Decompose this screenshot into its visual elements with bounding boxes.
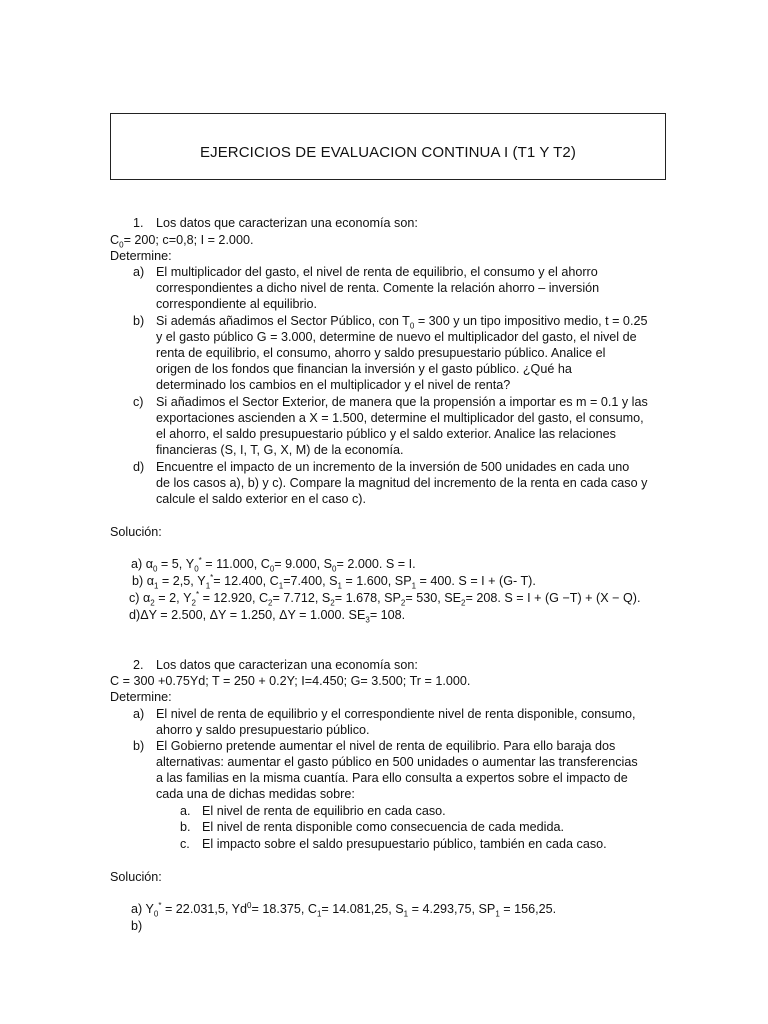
ex1-a-line: correspondiente al equilibrio. [156,297,318,311]
ex2-intro: Los datos que caracterizan una economía son: [156,658,418,672]
ex1-c-line: financieras (S, I, T, G, X, M) de la economía. [156,443,404,457]
solucion1-a: a) $\alpha_0 = 5$, $Y_0^* = 11.000$, $C_0= 9.000$, $S_0= 2.000$. S = I. [131,555,416,574]
title-box [110,113,666,180]
ex1-a-label: a) [133,265,145,279]
ex1-d-line: Encuentre el impacto de un incremento de la inversión de 500 unidades en cada uno [156,460,630,474]
ex1-b-label: b) [133,314,145,328]
ex1-d-line: calcule el saldo exterior en el caso c). [156,492,366,506]
ex2-sub-text: El impacto sobre el saldo presupuestario público, también en cada caso. [202,837,607,851]
solucion2-heading: Solución: [110,870,162,884]
solucion1-heading: Solución: [110,525,162,539]
solucion1-d: d)ΔY = 2.500, ΔY = 1.250, ΔY = 1.000. $SE_3= 108$. [129,608,406,625]
ex2-data: C = 300 +0.75Yd; T = 250 + 0.2Y; I=4.450; G= 3.500; Tr = 1.000. [110,674,471,688]
ex1-c-line: el ahorro, el saldo presupuestario público y el saldo exterior. Analice las relaciones [156,427,616,441]
ex1-data: $C_0= 200$; c=0,8; I = 2.000. [110,233,254,250]
ex2-determine: Determine: [110,690,172,704]
ex2-b-line: El Gobierno pretende aumentar el nivel de renta de equilibrio. Para ello baraja dos [156,739,616,753]
ex1-c-line: exportaciones ascienden a X = 1.500, determine el multiplicador del gasto, el consumo, [156,411,644,425]
ex1-determine: Determine: [110,249,172,263]
solucion2-a: a) $Y_0^* = 22.031,5$, $Yd^0= 18.375$, $C_1= 14.081,25$, $S_1 = 4.293,75$, $SP_1 = 156,25$. [131,900,557,919]
ex2-b-line: alternativas: aumentar el gasto público en 500 unidades o aumentar las transferencias [156,755,638,769]
ex2-a-line: El nivel de renta de equilibrio y el correspondiente nivel de renta disponible, consumo, [156,707,636,721]
solucion2-b: b) [131,919,143,933]
ex1-a-line: correspondientes a dicho nivel de renta. Comente la relación ahorro – inversión [156,281,600,295]
ex1-d-line: de los casos a), b) y c). Compare la magnitud del incremento de la renta en cada caso y [156,476,648,490]
ex1-c-line: Si añadimos el Sector Exterior, de manera que la propensión a importar es m = 0.1 y las [156,395,648,409]
solucion1-c: c) $\alpha_2 = 2$, $Y_2^* = 12.920$, $C_2= 7.712$, $S_2= 1.678$, $SP_2= 530$, $SE_2= 208$. S = I + (G −T) + (X − Q). [129,589,641,608]
ex1-b-line: y el gasto público G = 3.000, determine de nuevo el multiplicador del gasto, el nivel de [156,330,637,344]
ex1-b-line: origen de los fondos que financian la inversión y el gasto público. ¿Qué ha [156,362,572,376]
ex2-a-label: a) [133,707,145,721]
ex2-b-label: b) [133,739,145,753]
ex2-sub-text: El nivel de renta de equilibrio en cada caso. [202,804,446,818]
ex1-c-label: c) [133,395,144,409]
ex2-sub-text: El nivel de renta disponible como consecuencia de cada medida. [202,820,564,834]
ex2-number: 2. [133,658,144,672]
ex1-number: 1. [133,216,144,230]
document-title: EJERCICIOS DE EVALUACION CONTINUA I (T1 Y T2) [200,144,576,161]
ex2-b-line: a las familias en la misma cuantía. Para ello consulta a expertos sobre el impacto de [156,771,628,785]
ex2-sub-label: a. [180,804,191,818]
ex1-b-line: renta de equilibrio, el consumo, ahorro y saldo presupuestario público. Analice el [156,346,606,360]
ex2-sub-label: b. [180,820,191,834]
solucion1-b: b) $\alpha_1 = 2,5$, $Y_1^*= 12.400$, $C_1=7.400$, $S_1 = 1.600$, $SP_1 = 400$. S = I + (G- T). [132,572,536,591]
ex1-intro: Los datos que caracterizan una economía son: [156,216,418,230]
ex2-sub-label: c. [180,837,190,851]
ex1-d-label: d) [133,460,145,474]
ex1-a-line: El multiplicador del gasto, el nivel de renta de equilibrio, el consumo y el ahorro [156,265,598,279]
ex1-b-line: Si además añadimos el Sector Público, con $T_0 = 300$ y un tipo impositivo medio, t = 0.25 [156,314,648,331]
ex2-b-line: cada una de dichas medidas sobre: [156,787,355,801]
ex1-b-line: determinado los cambios en el multiplicador y el nivel de renta? [156,378,511,392]
ex2-a-line: ahorro y saldo presupuestario público. [156,723,370,737]
